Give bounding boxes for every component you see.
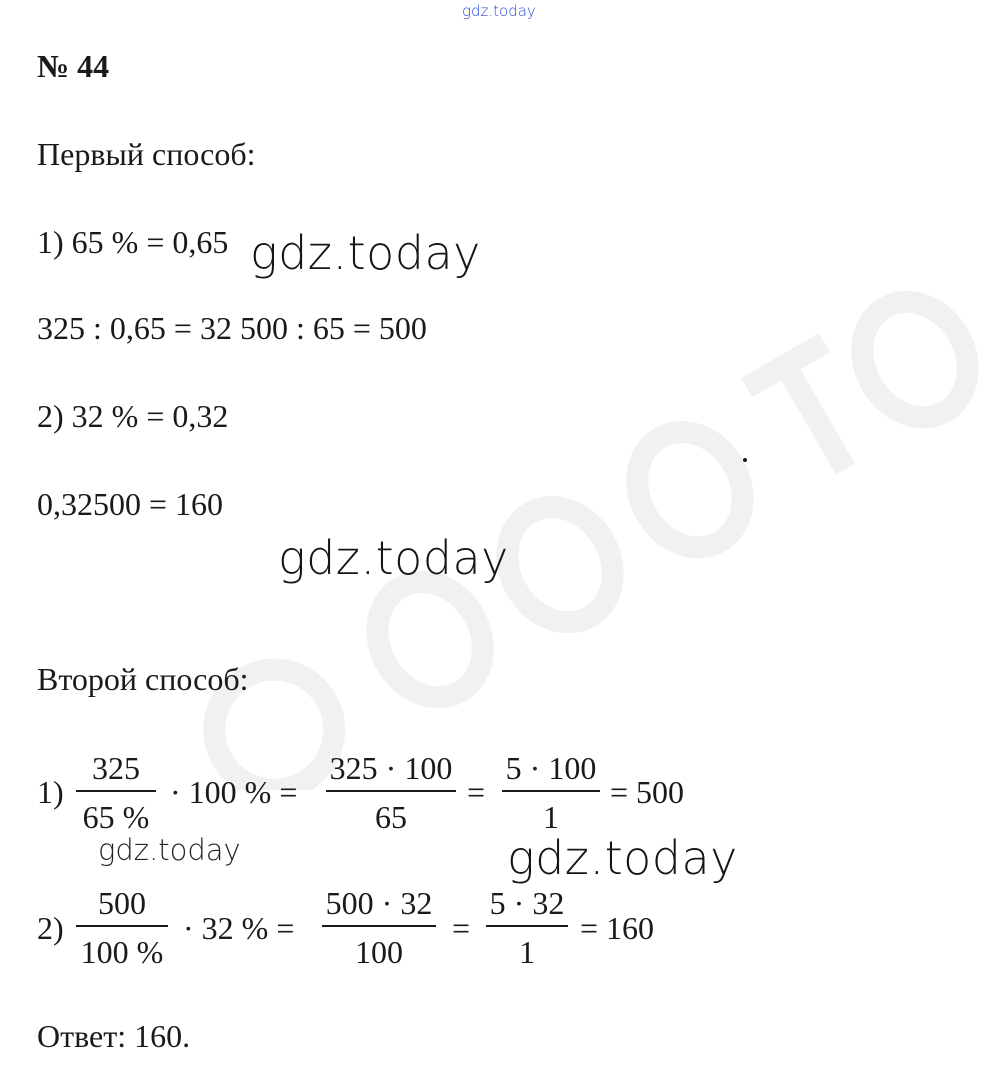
- method1-heading: Первый способ:: [37, 136, 256, 172]
- problem-number: № 44: [37, 48, 110, 84]
- background-watermark: [90, 270, 990, 790]
- watermark-text: gdz.today: [250, 226, 481, 280]
- step2-fraction-c: [486, 887, 568, 968]
- fraction-bar: [322, 925, 436, 927]
- watermark-text: gdz.today: [98, 833, 241, 867]
- step2-fraction-b-denominator: 100: [355, 934, 403, 970]
- method1-line1: 1) 65 % = 0,65: [37, 224, 229, 260]
- step1-fraction-c: [502, 752, 600, 833]
- method1-line4: 0,32500 = 160: [37, 486, 224, 522]
- step2-result: = 160: [580, 910, 655, 946]
- fraction-bar: [76, 925, 168, 927]
- step1-multiplier: · 100 % =: [170, 774, 298, 810]
- step1-label: 1): [37, 774, 64, 810]
- step1-equals: =: [467, 774, 486, 810]
- step1-fraction-b-denominator: 65: [375, 799, 407, 835]
- fraction-bar: [502, 790, 600, 792]
- step1-fraction-a-numerator: 325: [92, 750, 140, 786]
- step1-fraction-a: [76, 752, 156, 833]
- step2-equals: =: [452, 910, 471, 946]
- step2-fraction-b: [322, 887, 436, 968]
- watermark-text: gdz.today: [278, 531, 509, 585]
- fraction-bar: [76, 790, 156, 792]
- step2-fraction-a: [76, 887, 168, 968]
- step2-fraction-c-denominator: 1: [519, 934, 535, 970]
- step2-fraction-b-numerator: 500 · 32: [325, 885, 433, 921]
- step1-fraction-b-numerator: 325 · 100: [329, 750, 453, 786]
- step2-fraction-c-numerator: 5 · 32: [489, 885, 565, 921]
- step1-fraction-c-numerator: 5 · 100: [505, 750, 597, 786]
- stray-dot: [743, 458, 747, 462]
- answer: Ответ: 160.: [37, 1018, 191, 1054]
- step2-multiplier: · 32 % =: [183, 910, 295, 946]
- step1-result: = 500: [610, 774, 685, 810]
- method1-line2: 325 : 0,65 = 32 500 : 65 = 500: [37, 310, 427, 346]
- step1-fraction-b: [326, 752, 456, 833]
- fraction-bar: [326, 790, 456, 792]
- watermark-text: gdz.today: [507, 831, 738, 885]
- step1-fraction-c-denominator: 1: [543, 799, 559, 835]
- method2-heading: Второй способ:: [37, 661, 249, 697]
- watermark-top: gdz.today: [462, 2, 536, 20]
- step2-fraction-a-denominator: 100 %: [80, 934, 164, 970]
- step2-fraction-a-numerator: 500: [98, 885, 146, 921]
- step1-fraction-a-denominator: 65 %: [82, 799, 150, 835]
- method1-line3: 2) 32 % = 0,32: [37, 398, 229, 434]
- step2-label: 2): [37, 910, 64, 946]
- fraction-bar: [486, 925, 568, 927]
